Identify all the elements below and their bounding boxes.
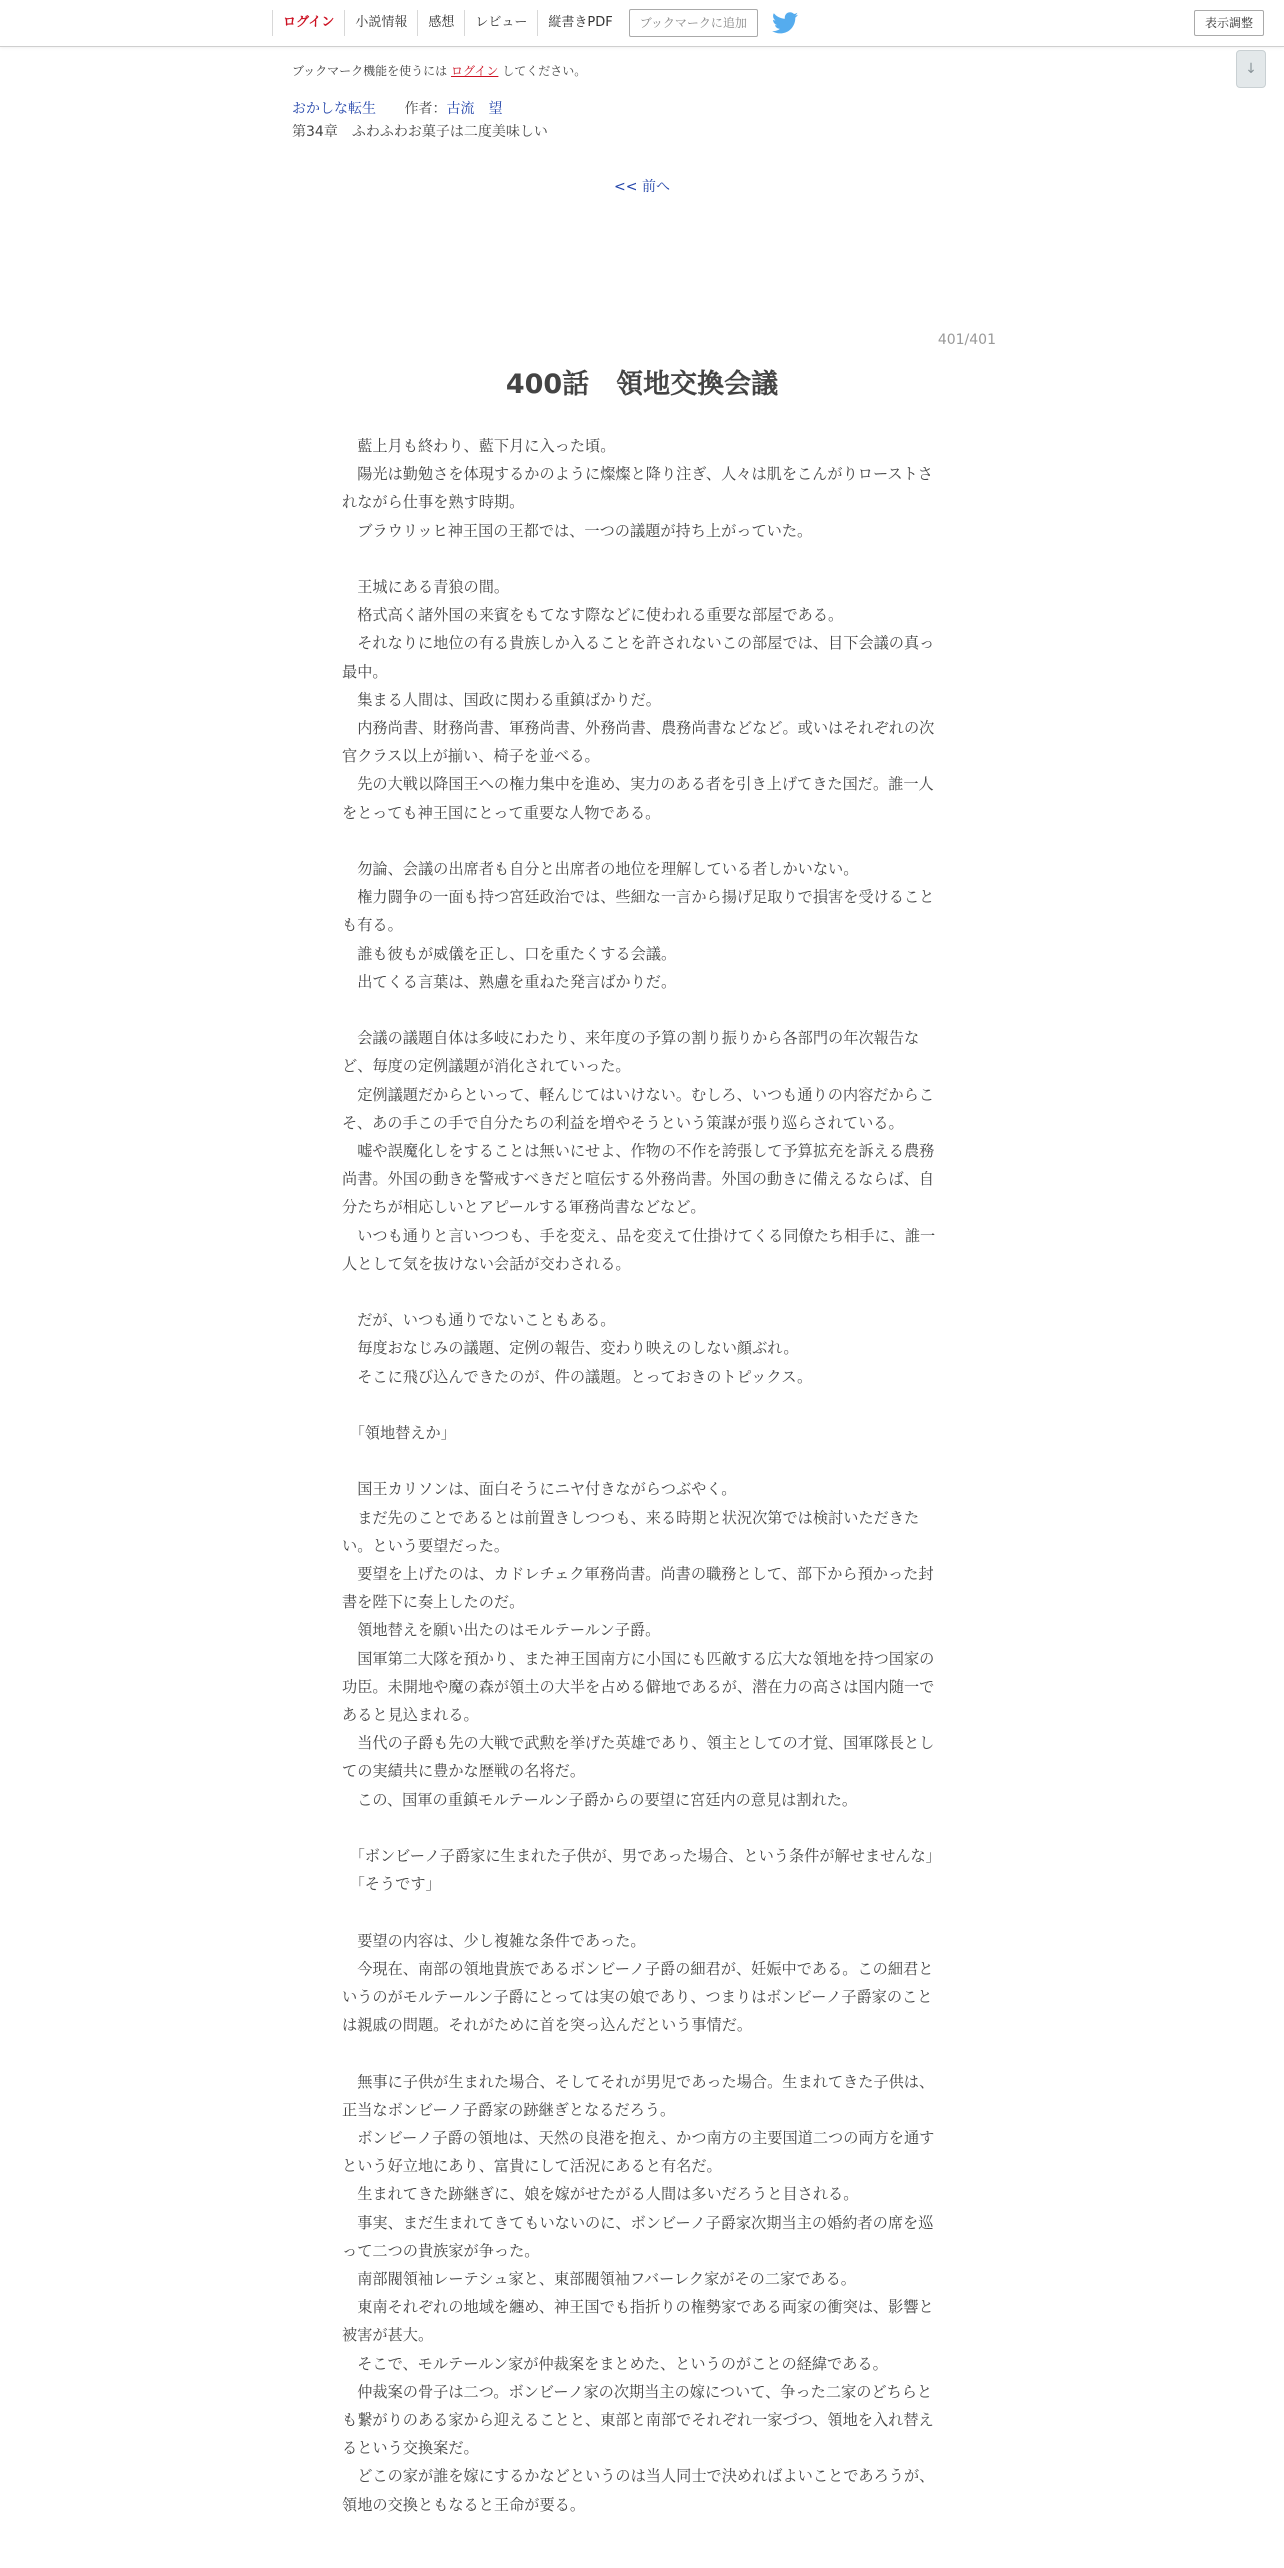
novel-body	[342, 432, 941, 2519]
body-paragraph: 事実、まだ生まれてきてもいないのに、ボンビーノ子爵家次期当主の婚約者の席を巡って二つの貴族家が争った。	[342, 2213, 934, 2260]
body-paragraph: 藍上月も終わり、藍下月に入った頃。	[342, 437, 616, 455]
body-paragraph	[342, 827, 936, 855]
body-paragraph: 国軍第二大隊を預かり、また神王国南方に小国にも匹敵する広大な領地を持つ国家の功臣。未開地や魔の森が領土の大半を占める僻地であるが、潜在力の高さは国内随一であると見込まれる。	[342, 1649, 935, 1725]
body-paragraph: この、国軍の重鎮モルテールン子爵からの要望に宮廷内の意見は割れた。	[342, 1790, 858, 1809]
body-paragraph	[342, 1447, 936, 1475]
novel-title-link[interactable]: おかしな転生	[292, 101, 376, 117]
body-paragraph: 毎度おなじみの議題、定例の報告、変わり映えのしない顔ぶれ。	[342, 1339, 799, 1358]
scroll-down-button[interactable]	[1236, 50, 1266, 88]
body-paragraph: まだ先のことであるとは前置きしつつも、来る時期と状況次第では検討いただきたい。という要望だった。	[342, 1508, 920, 1555]
body-paragraph: 王城にある青狼の間。	[342, 578, 510, 596]
body-paragraph: 出てくる言葉は、熟慮を重ねた発言ばかりだ。	[342, 972, 677, 991]
body-paragraph	[342, 1391, 936, 1419]
body-paragraph: 無事に子供が生まれた場合、そしてそれが男児であった場合。生まれてきた子供は、正当なボンビーノ子爵家の跡継ぎとなるだろう。	[342, 2072, 935, 2119]
body-paragraph: 要望の内容は、少し複雑な条件であった。	[342, 1931, 646, 1950]
body-paragraph	[342, 996, 936, 1024]
body-paragraph: 誰も彼もが威儀を正し、口を重たくする会議。	[342, 944, 677, 963]
body-paragraph: それなりに地位の有る貴族しか入ることを許されないこの部屋では、目下会議の真っ最中。	[342, 634, 935, 681]
body-paragraph: 「そうです」	[342, 1875, 441, 1894]
nav-novel-info-link[interactable]: 小説情報	[344, 10, 417, 36]
body-paragraph: 「ボンビーノ子爵家に生まれた子供が、男であった場合、という条件が解せませんな」	[342, 1847, 941, 1866]
body-paragraph	[342, 1278, 936, 1306]
body-paragraph	[342, 2039, 936, 2067]
bookmark-add-button[interactable]: ブックマークに追加	[629, 9, 758, 37]
chapter-title: 第34章 ふわふわお菓子は二度美味しい	[292, 124, 548, 140]
novel-breadcrumb	[292, 98, 502, 118]
body-paragraph: 集まる人間は、国政に関わる重鎮ばかりだ。	[342, 690, 661, 709]
bookmark-note-pre: ブックマーク機能を使うには	[292, 64, 451, 78]
body-paragraph: 南部閥領袖レーテシュ家と、東部閥領袖フバーレク家がその二家である。	[342, 2270, 856, 2289]
body-paragraph: だが、いつも通りでないこともある。	[342, 1311, 616, 1330]
body-paragraph: 会議の議題自体は多岐にわたり、来年度の予算の割り振りから各部門の年次報告など、毎度の定例議題が消化されていった。	[342, 1029, 920, 1076]
body-paragraph: 要望を上げたのは、カドレチェク軍務尚書。尚書の職務として、部下から預かった封書を陛下に奏上したのだ。	[342, 1565, 934, 1612]
display-settings-button[interactable]: 表示調整	[1194, 10, 1264, 36]
nav-items	[272, 0, 798, 46]
page-count: 401/401	[937, 332, 996, 348]
body-paragraph: 勿論、会議の出席者も自分と出席者の地位を理解している者しかいない。	[342, 860, 859, 879]
body-paragraph	[342, 1814, 936, 1842]
body-paragraph: ボンビーノ子爵の領地は、天然の良港を抱え、かつ南方の主要国道二つの両方を通すという好立地にあり、富貴にして活況にあると有名だ。	[342, 2129, 935, 2176]
body-paragraph: 当代の子爵も先の大戦で武勲を挙げた英雄であり、領主としての才覚、国軍隊長としての実績共に豊かな歴戦の名将だ。	[342, 1734, 935, 1781]
twitter-icon[interactable]	[772, 12, 798, 34]
body-paragraph: いつも通りと言いつつも、手を変え、品を変えて仕掛けてくる同僚たち相手に、誰一人として気を抜けない会話が交わされる。	[342, 1226, 936, 1273]
top-navigation	[0, 0, 1284, 47]
body-paragraph: 内務尚書、財務尚書、軍務尚書、外務尚書、農務尚書などなど。或いはそれぞれの次官クラス以上が揃い、椅子を並べる。	[342, 719, 935, 766]
bookmark-login-note	[292, 62, 586, 79]
body-paragraph: 国王カリソンは、面白そうにニヤ付きながらつぶやく。	[342, 1480, 737, 1499]
body-paragraph: 嘘や誤魔化しをすることは無いにせよ、作物の不作を誇張して予算拡充を訴える農務尚書。外国の動きを警戒すべきだと喧伝する外務尚書。外国の動きに備えるならば、自分たちが相応しいとアピールする軍務尚書などなど。	[342, 1142, 935, 1217]
body-paragraph: 権力闘争の一面も持つ宮廷政治では、些細な一言から揚げ足取りで損害を受けることも有る。	[342, 888, 935, 935]
episode-title: 400話 領地交換会議	[505, 369, 779, 400]
body-paragraph	[342, 1898, 936, 1926]
body-paragraph: 生まれてきた跡継ぎに、娘を嫁がせたがる人間は多いだろうと目される。	[342, 2185, 859, 2204]
body-paragraph: 今現在、南部の領地貴族であるボンビーノ子爵の細君が、妊娠中である。この細君というのがモルテールン子爵にとっては実の娘であり、つまりはボンビーノ子爵家のことは親戚の問題。それがために首を突っ込んだという事情だ。	[342, 1959, 934, 2035]
body-paragraph: どこの家が誰を嫁にするかなどというのは当人同士で決めればよいことであろうが、領地の交換ともなると王命が要る。	[342, 2467, 935, 2514]
body-paragraph	[342, 545, 936, 573]
body-paragraph: そこで、モルテールン家が仲裁案をまとめた、というのがことの経緯である。	[342, 2354, 888, 2373]
body-paragraph: 「領地替えか」	[342, 1424, 456, 1443]
bookmark-note-login-link[interactable]: ログイン	[450, 64, 499, 78]
bookmark-note-post: してください。	[498, 64, 587, 78]
body-paragraph: 先の大戦以降国王への権力集中を進め、実力のある者を引き上げてきた国だ。誰一人をとっても神王国にとって重要な人物である。	[342, 775, 934, 822]
body-paragraph: 東南それぞれの地域を纏め、神王国でも指折りの権勢家である両家の衝突は、影響と被害が甚大。	[342, 2298, 934, 2345]
nav-review-link[interactable]: レビュー	[464, 10, 537, 36]
body-paragraph: そこに飛び込んできたのが、件の議題。とっておきのトピックス。	[342, 1367, 813, 1386]
author-label: 作者：	[404, 101, 447, 117]
prev-page-link[interactable]: << 前へ	[614, 179, 670, 195]
nav-vertical-pdf-link[interactable]: 縦書きPDF	[537, 10, 622, 36]
nav-login-link[interactable]: ログイン	[272, 10, 344, 36]
body-paragraph: 陽光は勤勉さを体現するかのように燦燦と降り注ぎ、人々は肌をこんがりローストされながら仕事を熟す時期。	[342, 465, 933, 512]
body-paragraph: 仲裁案の骨子は二つ。ボンビーノ家の次期当主の嫁について、争った二家のどちらとも繋がりのある家から迎えることと、東部と南部でそれぞれ一家づつ、領地を入れ替えるという交換案だ。	[342, 2382, 934, 2458]
body-paragraph: 領地替えを願い出たのはモルテールン子爵。	[342, 1621, 661, 1640]
body-paragraph: ブラウリッヒ神王国の王都では、一つの議題が持ち上がっていた。	[342, 521, 813, 540]
nav-impressions-link[interactable]: 感想	[417, 10, 464, 36]
arrow-down-icon: ↓	[1245, 61, 1257, 77]
author-link[interactable]: 古流 望	[446, 101, 503, 117]
body-paragraph: 格式高く諸外国の来賓をもてなす際などに使われる重要な部屋である。	[342, 606, 844, 625]
body-paragraph: 定例議題だからといって、軽んじてはいけない。むしろ、いつも通りの内容だからこそ、あの手この手で自分たちの利益を増やそうという策謀が張り巡らされている。	[342, 1085, 935, 1132]
